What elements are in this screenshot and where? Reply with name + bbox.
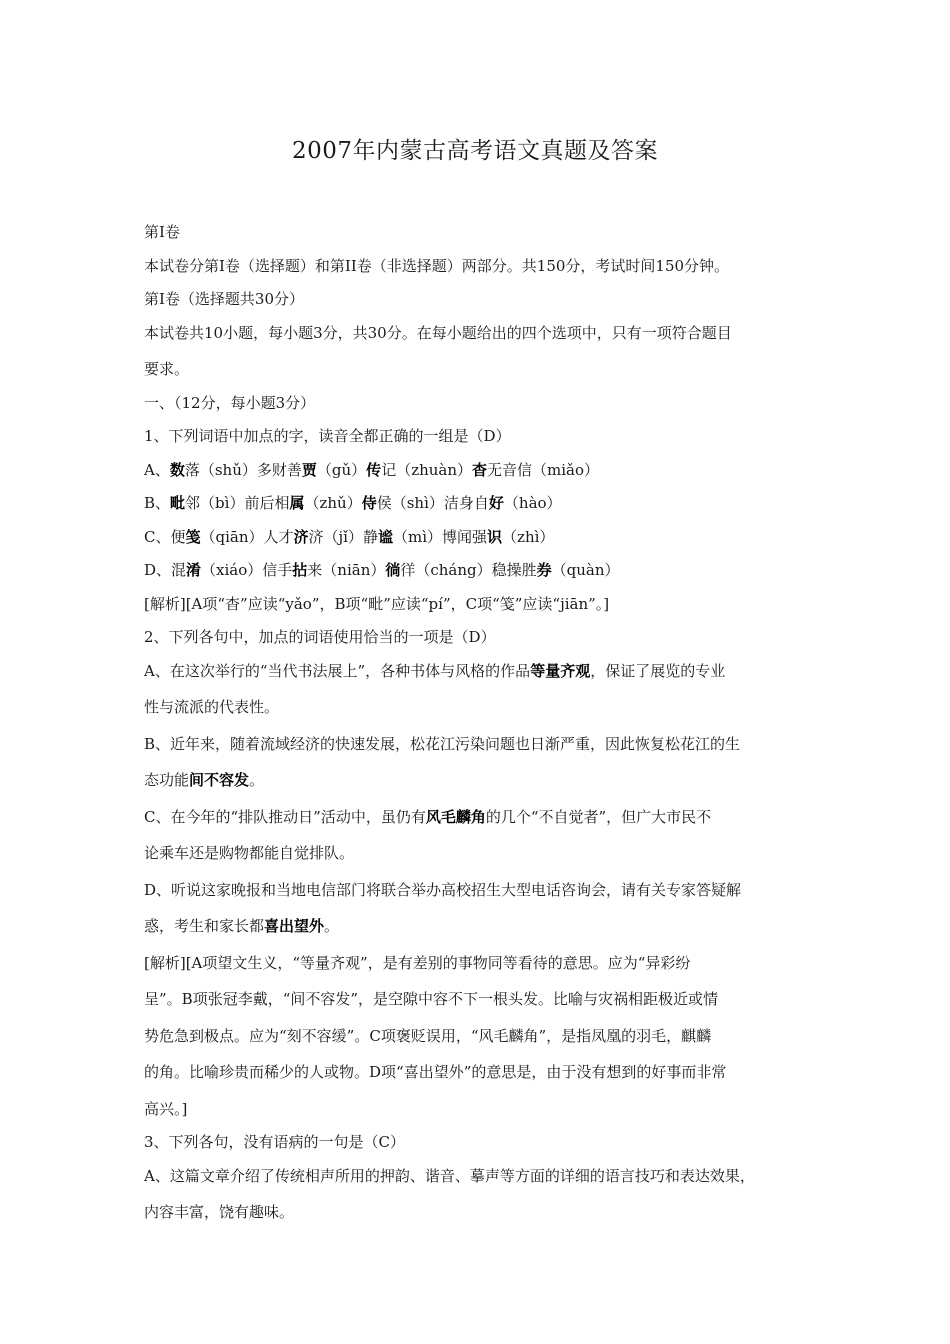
text-line <box>144 460 814 494</box>
emphasized-text: 笺 <box>185 527 201 546</box>
emphasized-text: 间不容发 <box>189 771 250 789</box>
emphasized-text: 数 <box>169 460 185 479</box>
emphasized-text: 杳 <box>472 460 488 479</box>
text-segment: D、混 <box>144 561 187 579</box>
text-line <box>144 560 814 594</box>
text-line <box>144 734 814 771</box>
text-line <box>144 323 814 360</box>
text-segment: 徉（cháng）稳操胜 <box>400 561 537 579</box>
text-segment: （quàn） <box>551 561 620 579</box>
text-line <box>144 426 814 460</box>
text-segment: 济（jǐ）静 <box>308 527 378 546</box>
text-segment: [解析][A项望文生义，“等量齐观”，是有差别的事物同等看待的意思。应为“异彩纷 <box>144 953 691 972</box>
text-segment: （mì）博闻强 <box>393 527 488 546</box>
text-segment: 来（niān） <box>307 561 386 579</box>
text-segment: 的几个“不自觉者”，但广大市民不 <box>485 807 712 826</box>
text-line <box>144 627 814 661</box>
text-segment: 3、下列各句，没有语病的一句是（C） <box>144 1133 406 1151</box>
emphasized-text: 毗 <box>170 494 186 512</box>
text-line <box>144 493 814 527</box>
text-line <box>144 880 814 917</box>
text-segment: C、在今年的“排队推动日”活动中，虽仍有 <box>144 807 426 826</box>
emphasized-text: 好 <box>488 494 504 512</box>
text-segment: （xiáo）信手 <box>201 561 293 579</box>
emphasized-text: 侍 <box>361 494 377 512</box>
document-body <box>144 222 814 1236</box>
text-segment: A、在这次举行的“当代书法展上”，各种书体与风格的作品 <box>144 661 531 680</box>
text-line <box>144 1062 814 1099</box>
text-segment: 1、下列词语中加点的字，读音全都正确的一组是（D） <box>144 427 511 445</box>
text-line <box>144 393 814 427</box>
text-segment: （zhǔ） <box>304 494 362 512</box>
text-line <box>144 1132 814 1166</box>
text-segment: A、这篇文章介绍了传统相声所用的押韵、谐音、摹声等方面的详细的语言技巧和表达效果， <box>144 1166 755 1185</box>
text-segment: 呈”。B项张冠李戴，“间不容发”，是空隙中容不下一根头发。比喻与灾祸相距极近或情 <box>144 990 719 1008</box>
text-segment: 记（zhuàn） <box>381 460 473 479</box>
text-line <box>144 916 814 953</box>
emphasized-text: 喜出望外 <box>264 917 325 935</box>
text-line <box>144 989 814 1026</box>
text-line <box>144 1166 814 1203</box>
text-segment: C、便 <box>144 527 186 546</box>
text-segment: 惑，考生和家长都 <box>144 917 265 935</box>
text-line <box>144 661 814 698</box>
emphasized-text: 贾 <box>301 460 317 479</box>
text-segment: 的角。比喻珍贵而稀少的人或物。D项“喜出望外”的意思是，由于没有想到的好事而非常 <box>144 1063 727 1081</box>
emphasized-text: 淆 <box>186 561 202 579</box>
emphasized-text: 属 <box>289 494 305 512</box>
text-line <box>144 843 814 880</box>
text-segment: （hào） <box>503 494 562 512</box>
text-line <box>144 697 814 734</box>
text-segment: 2、下列各句中，加点的词语使用恰当的一项是（D） <box>144 628 496 646</box>
text-segment: B、 <box>144 494 171 512</box>
text-segment: 态功能 <box>144 771 190 789</box>
emphasized-text: 拈 <box>292 561 308 579</box>
emphasized-text: 徜 <box>385 561 401 579</box>
emphasized-text: 风毛麟角 <box>425 807 486 826</box>
text-segment: 第Ⅰ卷 <box>144 223 180 241</box>
emphasized-text: 谧 <box>377 527 393 546</box>
text-segment: ，保证了展览的专业 <box>590 661 726 680</box>
text-segment: 势危急到极点。应为“刻不容缓”。C项褒贬误用，“风毛麟角”，是指凤凰的羽毛，麒麟 <box>144 1026 712 1045</box>
text-segment: （gǔ） <box>316 460 367 479</box>
text-segment: [解析][A项“杳”应读“yǎo”，B项“毗”应读“pí”，C项“笺”应读“jiān”。] <box>144 594 610 613</box>
text-segment: 高兴。] <box>144 1099 188 1118</box>
emphasized-text: 券 <box>536 561 552 579</box>
text-segment: 要求。 <box>144 360 190 378</box>
text-segment: 本试卷分第Ⅰ卷（选择题）和第II卷（非选择题）两部分。共150分，考试时间150分钟。 <box>144 256 730 275</box>
text-line <box>144 594 814 628</box>
text-line <box>144 359 814 393</box>
page-title: 2007年内蒙古高考语文真题及答案 <box>291 138 659 164</box>
text-segment: D、听说这家晚报和当地电信部门将联合举办高校招生大型电话咨询会，请有关专家答疑解 <box>144 880 742 899</box>
text-segment: A、 <box>144 460 170 479</box>
text-segment: 。 <box>324 917 340 935</box>
text-segment: 落（shǔ）多财善 <box>184 460 302 479</box>
text-segment: 论乘车还是购物都能自觉排队。 <box>144 844 355 862</box>
text-segment: B、近年来，随着流域经济的快速发展，松花江污染问题也日渐严重，因此恢复松花江的生 <box>144 734 741 753</box>
text-line <box>144 1202 814 1236</box>
emphasized-text: 识 <box>487 527 503 546</box>
text-segment: （zhì） <box>502 527 555 546</box>
text-segment: 邻（bì）前后相 <box>185 494 290 512</box>
text-line <box>144 527 814 561</box>
text-line <box>144 256 814 290</box>
text-segment: （qiān）人才 <box>200 527 294 546</box>
emphasized-text: 济 <box>293 527 309 546</box>
text-line <box>144 953 814 990</box>
text-segment: 第Ⅰ卷（选择题共30分） <box>144 290 305 308</box>
text-line <box>144 222 814 256</box>
text-line <box>144 1099 814 1133</box>
text-segment: 无音信（miǎo） <box>487 460 600 479</box>
text-line <box>144 807 814 844</box>
text-line <box>144 1026 814 1063</box>
text-line <box>144 289 814 323</box>
text-segment: 本试卷共10小题，每小题3分，共30分。在每小题给出的四个选项中，只有一项符合题目 <box>144 323 732 342</box>
emphasized-text: 传 <box>366 460 382 479</box>
text-segment: 性与流派的代表性。 <box>144 698 280 716</box>
text-line <box>144 770 814 807</box>
text-segment: 侯（shì）洁身自 <box>376 494 489 512</box>
emphasized-text: 等量齐观 <box>530 661 591 680</box>
text-segment: 一、（12分，每小题3分） <box>144 393 316 412</box>
text-segment: 。 <box>249 771 265 789</box>
text-segment: 内容丰富，饶有趣味。 <box>144 1203 295 1221</box>
